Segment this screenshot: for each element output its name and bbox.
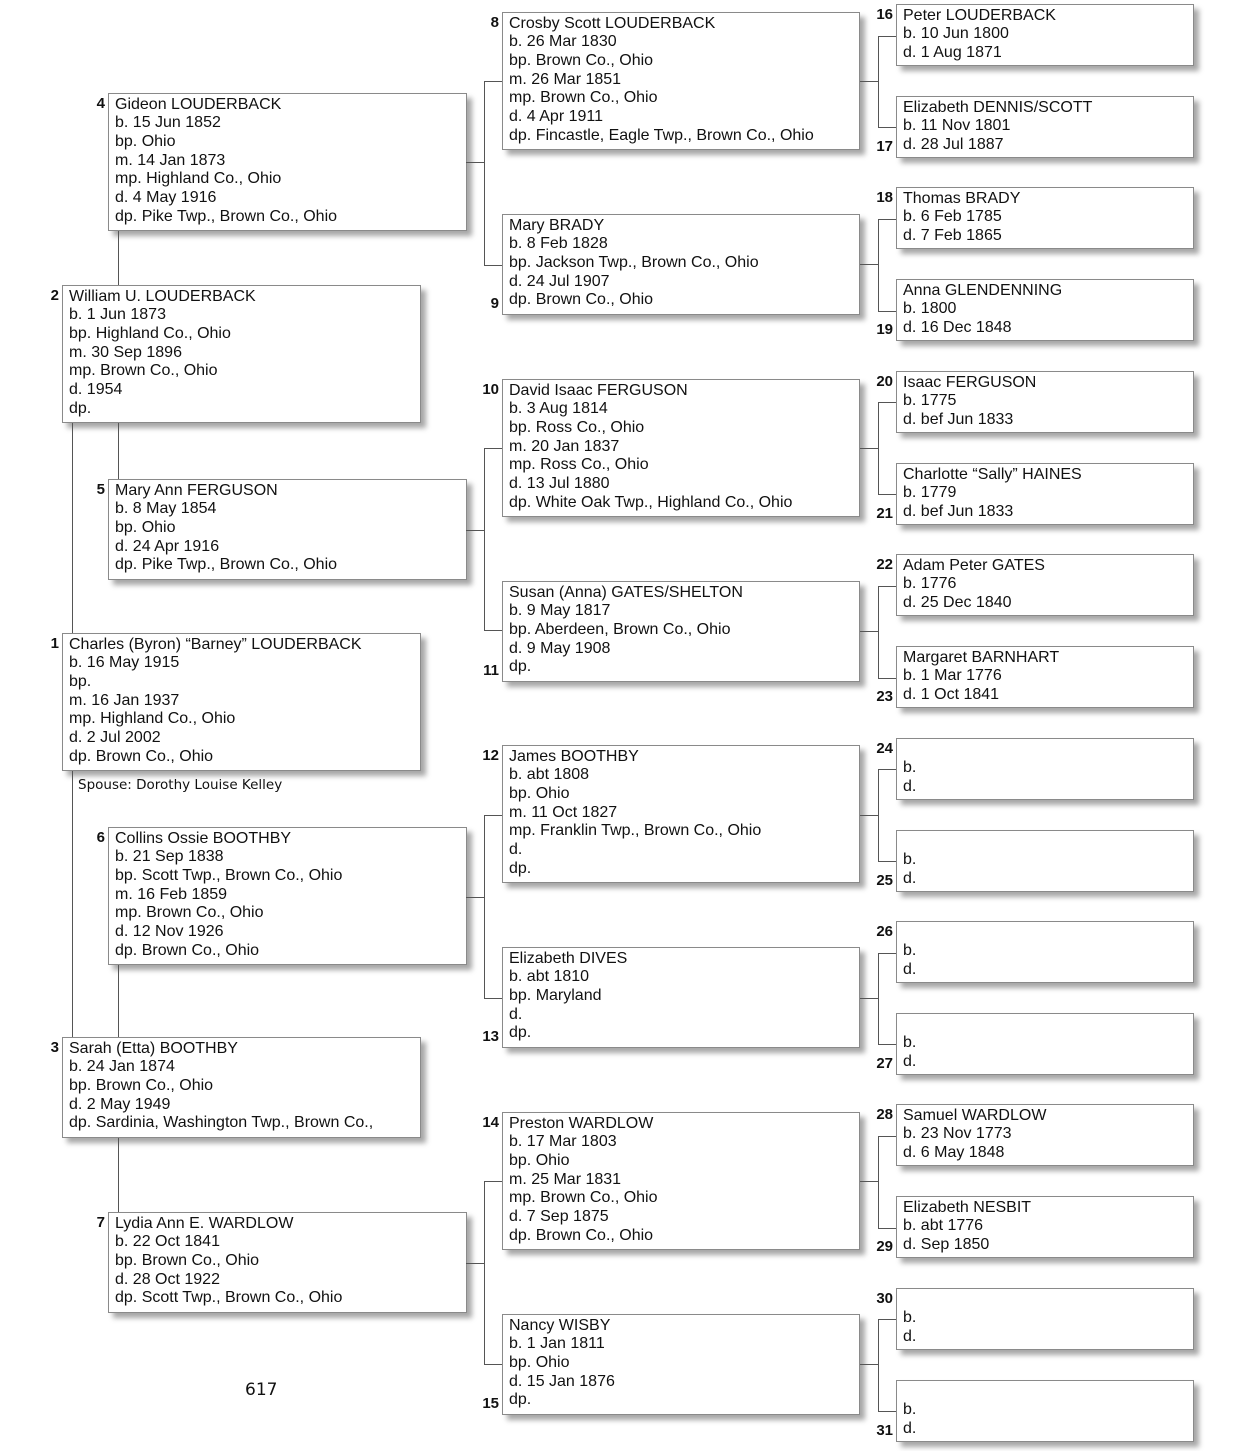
connector-line	[878, 1044, 896, 1045]
person-name	[903, 1290, 1193, 1309]
person-detail: d. 6 May 1848	[903, 1143, 1005, 1161]
person-box-31[interactable]	[896, 1380, 1194, 1442]
connector-line	[878, 1319, 879, 1411]
person-detail: bp. Ohio	[509, 784, 570, 802]
connector-line	[484, 1364, 502, 1365]
person-detail: b. 24 Jan 1874	[69, 1058, 175, 1075]
connector-line	[860, 631, 878, 632]
person-box-12[interactable]	[502, 745, 860, 883]
person-detail: d. 13 Jul 1880	[509, 475, 610, 493]
connector-line	[878, 769, 879, 861]
person-box-14[interactable]	[502, 1112, 860, 1250]
person-number: 25	[876, 872, 893, 889]
connector-line	[484, 81, 485, 265]
person-box-19[interactable]	[896, 279, 1194, 341]
connector-line	[878, 36, 879, 127]
person-number: 21	[876, 505, 893, 522]
person-detail: d. 28 Oct 1922	[115, 1270, 220, 1288]
person-detail: bp. Ross Co., Ohio	[509, 418, 645, 436]
person-detail: mp. Ross Co., Ohio	[509, 456, 649, 474]
person-name	[903, 832, 1193, 851]
person-box-30[interactable]	[896, 1288, 1194, 1350]
person-detail: bp. Ohio	[115, 518, 176, 536]
person-name: Anna GLENDENNING	[903, 282, 1063, 299]
person-name: Charles (Byron) “Barney” LOUDERBACK	[69, 636, 362, 653]
person-detail: dp. Fincastle, Eagle Twp., Brown Co., Ohio	[509, 126, 814, 144]
person-detail: b. 1 Jun 1873	[69, 306, 166, 323]
person-detail: b.	[903, 1309, 917, 1326]
connector-line	[878, 953, 879, 1044]
person-number: 20	[876, 373, 893, 390]
connector-line	[878, 1319, 896, 1320]
person-detail: d. 24 Jul 1907	[509, 272, 610, 290]
connector-line	[118, 1138, 119, 1212]
connector-line	[860, 264, 878, 265]
person-box-8[interactable]	[502, 12, 860, 150]
connector-line	[72, 423, 73, 633]
person-number: 7	[96, 1214, 105, 1231]
person-name: James BOOTHBY	[509, 748, 639, 765]
person-number: 6	[96, 829, 105, 846]
person-name: Isaac FERGUSON	[903, 374, 1037, 391]
person-detail: bp. Ohio	[509, 1353, 570, 1371]
person-number: 2	[50, 287, 59, 304]
person-detail: d. 25 Dec 1840	[903, 593, 1012, 611]
person-name: Lydia Ann E. WARDLOW	[115, 1215, 294, 1232]
person-detail: m. 30 Sep 1896	[69, 343, 182, 361]
connector-line	[878, 1228, 896, 1229]
person-detail: m. 11 Oct 1827	[509, 803, 618, 821]
person-number: 4	[96, 95, 105, 112]
person-name: William U. LOUDERBACK	[69, 288, 256, 305]
person-detail: d. Sep 1850	[903, 1235, 990, 1253]
person-name: Peter LOUDERBACK	[903, 7, 1056, 24]
person-detail: b. 1776	[903, 575, 957, 592]
connector-line	[484, 1181, 485, 1364]
person-detail: d. 12 Nov 1926	[115, 923, 224, 941]
person-detail: d. 2 Jul 2002	[69, 729, 161, 747]
person-box-2[interactable]	[62, 285, 421, 423]
person-detail: b. 11 Nov 1801	[903, 117, 1011, 134]
person-detail: b. 6 Feb 1785	[903, 208, 1002, 225]
person-detail: bp. Highland Co., Ohio	[69, 324, 231, 342]
connector-line	[118, 965, 119, 1037]
connector-line	[878, 586, 896, 587]
person-name: Sarah (Etta) BOOTHBY	[69, 1040, 238, 1057]
person-name: Elizabeth DIVES	[509, 950, 628, 967]
connector-line	[878, 219, 879, 311]
person-detail: mp. Highland Co., Ohio	[115, 170, 282, 188]
connector-line	[878, 678, 896, 679]
person-detail: m. 20 Jan 1837	[509, 437, 620, 455]
person-detail: bp. Jackson Twp., Brown Co., Ohio	[509, 253, 759, 271]
person-detail: d.	[903, 1052, 917, 1070]
person-number: 23	[876, 688, 893, 705]
person-box-25[interactable]	[896, 830, 1194, 892]
person-detail: bp. Ohio	[509, 1151, 570, 1169]
person-detail: d. 16 Dec 1848	[903, 318, 1012, 336]
person-number: 31	[876, 1422, 893, 1439]
person-name	[903, 1382, 1193, 1401]
person-detail: bp. Maryland	[509, 986, 602, 1004]
person-name	[903, 740, 1193, 759]
person-detail: dp.	[509, 859, 532, 877]
person-detail: b. abt 1808	[509, 766, 590, 783]
person-detail: bp. Brown Co., Ohio	[509, 51, 654, 69]
person-detail: b.	[903, 1034, 917, 1051]
person-detail: b. 1775	[903, 392, 957, 409]
connector-line	[860, 1364, 878, 1365]
person-number: 9	[490, 295, 499, 312]
person-detail: mp. Franklin Twp., Brown Co., Ohio	[509, 822, 762, 840]
person-detail: d.	[903, 869, 917, 887]
person-detail: m. 26 Mar 1851	[509, 70, 622, 88]
person-detail: d. 4 Apr 1911	[509, 108, 603, 126]
person-number: 14	[482, 1114, 499, 1131]
person-detail: mp. Brown Co., Ohio	[509, 89, 658, 107]
person-box-26[interactable]	[896, 921, 1194, 983]
person-detail: mp. Brown Co., Ohio	[115, 904, 264, 922]
person-number: 15	[482, 1395, 499, 1412]
person-detail: d. 15 Jan 1876	[509, 1372, 615, 1390]
connector-line	[878, 586, 879, 678]
person-detail: b. 21 Sep 1838	[115, 848, 224, 865]
person-name: Mary Ann FERGUSON	[115, 482, 278, 499]
person-box-24[interactable]	[896, 738, 1194, 800]
person-detail: b. 1779	[903, 484, 957, 501]
connector-line	[118, 423, 119, 479]
person-box-17[interactable]	[896, 96, 1194, 158]
person-detail: d.	[903, 777, 917, 795]
connector-line	[878, 219, 896, 220]
connector-line	[466, 530, 484, 531]
person-detail: d.	[509, 841, 523, 859]
person-detail: d. bef Jun 1833	[903, 502, 1014, 520]
person-detail: dp. Brown Co., Ohio	[69, 747, 214, 765]
person-name: Margaret BARNHART	[903, 649, 1060, 666]
person-detail: b. 10 Jun 1800	[903, 25, 1009, 42]
person-detail: dp. Scott Twp., Brown Co., Ohio	[115, 1289, 343, 1307]
person-box-27[interactable]	[896, 1013, 1194, 1075]
person-detail: b. 22 Oct 1841	[115, 1233, 220, 1250]
person-number: 18	[876, 189, 893, 206]
person-detail: b.	[903, 759, 917, 776]
person-detail: b.	[903, 851, 917, 868]
person-detail: dp. Brown Co., Ohio	[509, 1226, 654, 1244]
person-name: Crosby Scott LOUDERBACK	[509, 15, 716, 32]
person-number: 26	[876, 923, 893, 940]
person-box-3[interactable]	[62, 1037, 421, 1138]
person-box-6[interactable]	[108, 827, 467, 965]
person-number: 16	[876, 6, 893, 23]
connector-line	[466, 162, 484, 163]
connector-line	[466, 1263, 484, 1264]
person-detail: d.	[509, 1005, 523, 1023]
person-name: Gideon LOUDERBACK	[115, 96, 282, 113]
person-detail: d. 1 Aug 1871	[903, 43, 1002, 61]
person-detail: d. 2 May 1949	[69, 1095, 171, 1113]
person-box-11[interactable]	[502, 581, 860, 682]
person-detail: bp. Aberdeen, Brown Co., Ohio	[509, 620, 731, 638]
person-detail: bp. Scott Twp., Brown Co., Ohio	[115, 866, 343, 884]
person-box-29[interactable]	[896, 1196, 1194, 1258]
connector-line	[484, 815, 485, 998]
person-detail: b.	[903, 1401, 917, 1418]
person-name	[903, 1015, 1193, 1034]
connector-line	[860, 998, 878, 999]
person-detail: dp. Brown Co., Ohio	[509, 291, 654, 309]
person-name: Susan (Anna) GATES/SHELTON	[509, 584, 743, 601]
person-number: 12	[482, 747, 499, 764]
person-detail: d. 24 Apr 1916	[115, 537, 220, 555]
connector-line	[878, 953, 896, 954]
person-name: Nancy WISBY	[509, 1317, 611, 1334]
person-detail: b. 26 Mar 1830	[509, 33, 617, 50]
connector-line	[72, 771, 73, 1037]
person-detail: m. 16 Feb 1859	[115, 885, 228, 903]
connector-line	[878, 311, 896, 312]
person-detail: b. 1 Jan 1811	[509, 1335, 605, 1352]
person-detail: bp. Brown Co., Ohio	[115, 1251, 260, 1269]
person-number: 22	[876, 556, 893, 573]
person-detail: b. 1 Mar 1776	[903, 667, 1002, 684]
spouse-note: Spouse: Dorothy Louise Kelley	[78, 777, 283, 793]
person-detail: b. 3 Aug 1814	[509, 400, 608, 417]
person-box-22[interactable]	[896, 554, 1194, 616]
person-box-1[interactable]	[62, 633, 421, 771]
person-detail: d.	[903, 1327, 917, 1345]
person-number: 10	[482, 381, 499, 398]
person-name: David Isaac FERGUSON	[509, 382, 688, 399]
person-detail: mp. Highland Co., Ohio	[69, 710, 236, 728]
connector-line	[878, 1411, 896, 1412]
person-number: 28	[876, 1106, 893, 1123]
person-box-18[interactable]	[896, 187, 1194, 249]
person-box-16[interactable]	[896, 4, 1194, 66]
person-detail: d. 7 Feb 1865	[903, 226, 1002, 244]
person-detail: d. 1954	[69, 381, 123, 399]
person-box-5[interactable]	[108, 479, 467, 580]
person-detail: m. 14 Jan 1873	[115, 151, 226, 169]
person-box-28[interactable]	[896, 1104, 1194, 1166]
person-detail: m. 25 Mar 1831	[509, 1170, 622, 1188]
connector-line	[878, 769, 896, 770]
connector-line	[860, 1181, 878, 1182]
person-detail: b. 1800	[903, 300, 957, 317]
connector-line	[878, 861, 896, 862]
person-detail: bp. Ohio	[115, 132, 176, 150]
connector-line	[484, 998, 502, 999]
person-detail: b. 15 Jun 1852	[115, 114, 221, 131]
connector-line	[878, 36, 896, 37]
person-number: 1	[50, 635, 59, 652]
connector-line	[484, 1181, 502, 1182]
person-detail: d. 1 Oct 1841	[903, 685, 1000, 703]
person-name: Adam Peter GATES	[903, 557, 1045, 574]
person-box-23[interactable]	[896, 646, 1194, 708]
person-number: 29	[876, 1238, 893, 1255]
connector-line	[878, 1136, 879, 1228]
person-detail: b. 16 May 1915	[69, 654, 180, 671]
person-box-10[interactable]	[502, 379, 860, 517]
person-detail: b. 8 May 1854	[115, 500, 217, 517]
person-number: 30	[876, 1290, 893, 1307]
person-detail: b. 23 Nov 1773	[903, 1125, 1012, 1142]
person-name: Collins Ossie BOOTHBY	[115, 830, 292, 847]
person-name: Samuel WARDLOW	[903, 1107, 1047, 1124]
person-number: 27	[876, 1055, 893, 1072]
connector-line	[878, 402, 879, 494]
person-detail: b. abt 1810	[509, 968, 590, 985]
person-detail: mp. Brown Co., Ohio	[69, 362, 218, 380]
person-detail: d.	[903, 960, 917, 978]
person-box-15[interactable]	[502, 1314, 860, 1415]
person-detail: bp. Brown Co., Ohio	[69, 1076, 214, 1094]
connector-line	[484, 81, 502, 82]
person-detail: d. 28 Jul 1887	[903, 135, 1004, 153]
person-detail: dp.	[509, 1391, 532, 1409]
person-name	[903, 923, 1193, 942]
person-box-9[interactable]	[502, 214, 860, 315]
person-detail: dp.	[69, 399, 92, 417]
person-number: 13	[482, 1028, 499, 1045]
person-detail: b.	[903, 942, 917, 959]
person-detail: b. 17 Mar 1803	[509, 1133, 617, 1150]
connector-line	[860, 448, 878, 449]
person-number: 3	[50, 1039, 59, 1056]
connector-line	[860, 815, 878, 816]
connector-line	[878, 1136, 896, 1137]
person-detail: d. 9 May 1908	[509, 639, 611, 657]
person-number: 17	[876, 138, 893, 155]
person-name: Thomas BRADY	[903, 190, 1021, 207]
person-detail: d.	[903, 1419, 917, 1437]
person-detail: b. 8 Feb 1828	[509, 235, 608, 252]
person-box-13[interactable]	[502, 947, 860, 1048]
connector-line	[484, 815, 502, 816]
person-detail: b. 9 May 1817	[509, 602, 611, 619]
connector-line	[484, 265, 502, 266]
person-number: 5	[96, 481, 105, 498]
connector-line	[878, 127, 896, 128]
person-box-7[interactable]	[108, 1212, 467, 1313]
person-detail: d. 4 May 1916	[115, 189, 217, 207]
person-detail: dp. Pike Twp., Brown Co., Ohio	[115, 556, 338, 574]
connector-line	[484, 448, 502, 449]
connector-line	[466, 897, 484, 898]
person-detail: dp. Sardinia, Washington Twp., Brown Co.,	[69, 1114, 374, 1132]
person-number: 11	[483, 662, 499, 679]
person-detail: bp.	[69, 672, 92, 690]
person-detail: mp. Brown Co., Ohio	[509, 1189, 658, 1207]
person-detail: b. abt 1776	[903, 1217, 984, 1234]
person-detail: dp. White Oak Twp., Highland Co., Ohio	[509, 493, 793, 511]
person-detail: d. 7 Sep 1875	[509, 1208, 609, 1226]
person-number: 24	[876, 740, 893, 757]
person-detail: dp. Pike Twp., Brown Co., Ohio	[115, 207, 338, 225]
person-number: 8	[490, 14, 499, 31]
person-detail: d. bef Jun 1833	[903, 410, 1014, 428]
person-name: Charlotte “Sally” HAINES	[903, 466, 1082, 483]
connector-line	[484, 630, 502, 631]
person-number: 19	[876, 321, 893, 338]
person-box-20[interactable]	[896, 371, 1194, 433]
connector-line	[860, 81, 878, 82]
person-detail: dp.	[509, 658, 532, 676]
person-name: Mary BRADY	[509, 217, 605, 234]
person-name: Preston WARDLOW	[509, 1115, 654, 1132]
connector-line	[118, 231, 119, 285]
person-name: Elizabeth NESBIT	[903, 1199, 1032, 1216]
person-name: Elizabeth DENNIS/SCOTT	[903, 99, 1093, 116]
person-detail: dp.	[509, 1024, 532, 1042]
connector-line	[878, 402, 896, 403]
connector-line	[484, 448, 485, 630]
person-detail: dp. Brown Co., Ohio	[115, 941, 260, 959]
person-box-4[interactable]	[108, 93, 467, 231]
connector-line	[878, 494, 896, 495]
person-detail: m. 16 Jan 1937	[69, 691, 180, 709]
person-box-21[interactable]	[896, 463, 1194, 525]
page-number: 617	[245, 1380, 278, 1400]
